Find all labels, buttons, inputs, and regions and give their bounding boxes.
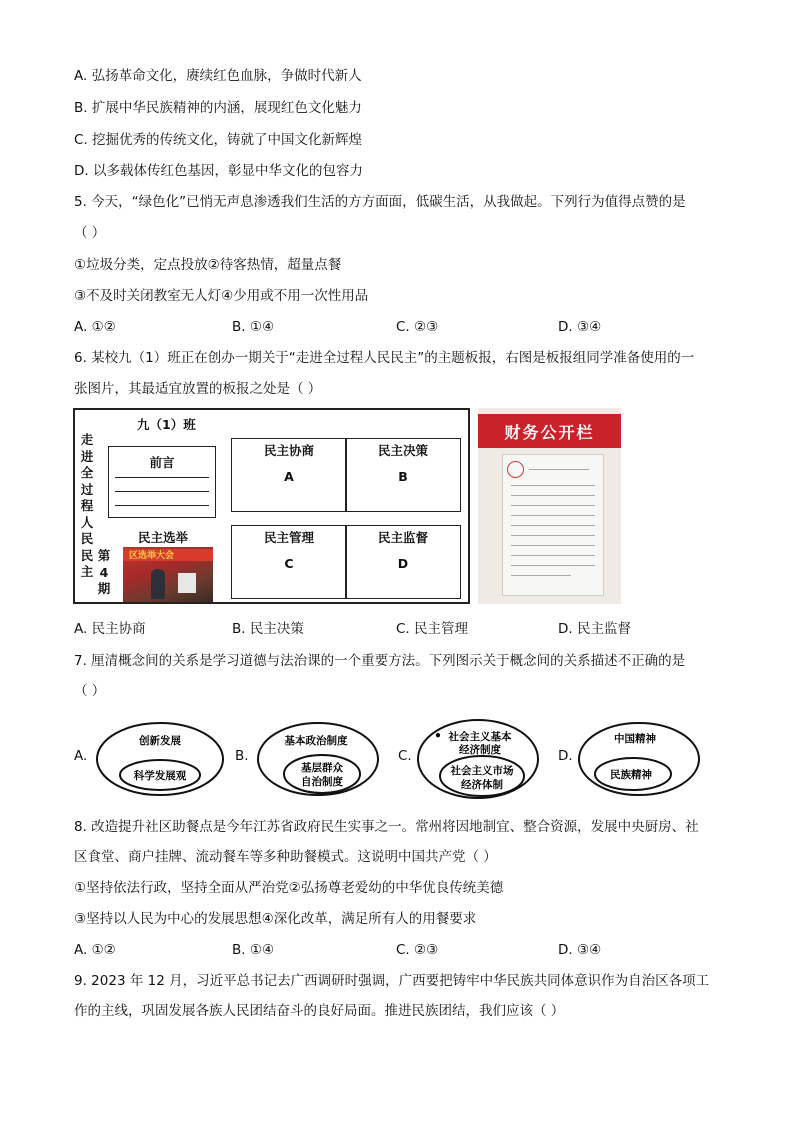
board-box-a — [231, 438, 347, 512]
q7-diagram-d — [573, 718, 708, 800]
preface-label: 前言 — [149, 455, 175, 470]
box-header: 民主监督 — [377, 530, 428, 545]
q6-options — [74, 619, 724, 639]
notice-board-photo — [478, 408, 621, 604]
q5-stem: 5. 今天，“绿色化”已悄无声息渗透我们生活的方方面面，低碳生活，从我做起。下列行为值得点赞的是 — [74, 194, 686, 210]
paper-line — [511, 515, 595, 516]
q5-option-d[interactable]: D. ③④ — [558, 319, 602, 335]
q4-option-b: B. 扩展中华民族精神的内涵，展现红色文化魅力 — [74, 100, 362, 116]
q4-option-d: D. 以多载体传红色基因，彰显中华文化的包容力 — [74, 163, 363, 179]
q7-diagram-b — [252, 718, 387, 800]
q8-option-d[interactable]: D. ③④ — [558, 942, 602, 958]
q5-blank: （ ） — [74, 225, 106, 241]
box-header: 民主管理 — [263, 530, 314, 545]
inner-text: 科学发展观 — [133, 770, 187, 782]
q6-stem: 6. 某校九（1）班正在创办一期关于“走进全过程人民民主”的主题板报，右图是板报组同学准备使用的一 — [74, 350, 695, 366]
q5-statements-2: ③不及时关闭教室无人灯④少用或不用一次性用品 — [74, 288, 369, 304]
box-header: 民主决策 — [377, 443, 428, 458]
q7-diagram-c — [412, 716, 552, 802]
notice-header — [478, 414, 621, 448]
photo-ballot-box — [178, 573, 196, 593]
q7-label-b[interactable]: B. — [235, 748, 249, 764]
outer-text-2: 经济制度 — [459, 744, 501, 756]
q5-option-b[interactable]: B. ①④ — [232, 319, 275, 335]
q7-label-d[interactable]: D. — [558, 748, 573, 764]
blackboard-diagram — [73, 408, 470, 604]
q7-diagram-a — [90, 718, 230, 800]
bullet-mark: • — [434, 729, 442, 743]
paper-line — [511, 555, 595, 556]
inner-text-1: 社会主义市场 — [450, 765, 514, 777]
q8-statements-2: ③坚持以人民为中心的发展思想④深化改革，满足所有人的用餐要求 — [74, 911, 477, 927]
q6-option-a[interactable]: A. 民主协商 — [74, 621, 146, 637]
election-label: 民主选举 — [138, 530, 189, 545]
photo-banner-text: 区选举大会 — [129, 551, 175, 561]
q7-label-a[interactable]: A. — [74, 748, 88, 764]
box-letter: B — [398, 469, 408, 484]
election-photo — [123, 547, 213, 602]
inner-text-2: 自治制度 — [301, 776, 343, 788]
board-box-b — [345, 438, 461, 512]
q8-option-c[interactable]: C. ②③ — [396, 942, 439, 958]
box-header: 民主协商 — [263, 443, 314, 458]
paper-line — [529, 469, 589, 470]
paper-line — [511, 565, 595, 566]
outer-text: 基本政治制度 — [284, 735, 348, 747]
q8-stem: 8. 改造提升社区助餐点是今年江苏省政府民生实事之一。常州将因地制宜、整合资源，发展中央厨房、社 — [74, 819, 699, 835]
q9-stem-2: 作的主线，巩固发展各族人民团结奋斗的良好局面。推进民族团结，我们应该（ ） — [74, 1003, 565, 1019]
q4-option-a: A. 弘扬革命文化，赓续红色血脉，争做时代新人 — [74, 68, 362, 84]
q8-statements-1: ①坚持依法行政，坚持全面从严治党②弘扬尊老爱幼的中华优良传统美德 — [74, 880, 504, 896]
outer-text-1: 社会主义基本 — [448, 731, 512, 743]
box-letter: D — [397, 556, 409, 571]
paper-line — [511, 525, 595, 526]
q6-stem-2: 张图片，其最适宜放置的板报之处是（ ） — [74, 381, 322, 397]
inner-text: 民族精神 — [610, 769, 652, 781]
photo-banner — [123, 549, 213, 561]
q4-option-c: C. 挖掘优秀的传统文化，铸就了中国文化新辉煌 — [74, 132, 363, 148]
paper-line — [511, 495, 595, 496]
inner-text-1: 基层群众 — [301, 762, 343, 774]
preface-box — [108, 446, 216, 518]
class-title: 九（1）班 — [137, 417, 196, 432]
seal-icon — [507, 461, 524, 478]
outer-text: 创新发展 — [139, 735, 181, 747]
inner-text-2: 经济体制 — [461, 779, 503, 791]
q5-option-c[interactable]: C. ②③ — [396, 319, 439, 335]
paper-line — [511, 485, 595, 486]
q6-option-d[interactable]: D. 民主监督 — [558, 621, 631, 637]
q8-stem-2: 区食堂、商户挂牌、流动餐车等多种助餐模式。这说明中国共产党（ ） — [74, 849, 497, 865]
preface-line — [115, 491, 209, 492]
box-letter: C — [284, 556, 294, 571]
q7-label-c[interactable]: C. — [398, 748, 412, 764]
preface-line — [115, 477, 209, 478]
notice-title: 财务公开栏 — [504, 423, 595, 442]
q9-stem: 9. 2023 年 12 月，习近平总书记去广西调研时强调，广西要把铸牢中华民族共同体意识作为自治区各项工 — [74, 973, 710, 989]
q8-option-b[interactable]: B. ①④ — [232, 942, 275, 958]
q8-options — [74, 940, 724, 960]
vertical-title: 走进全过程人民民主 — [80, 432, 94, 579]
board-box-c — [231, 525, 347, 599]
box-letter: A — [284, 469, 294, 484]
q8-option-a[interactable]: A. ①② — [74, 942, 116, 958]
photo-figure — [151, 569, 165, 599]
outer-text: 中国精神 — [614, 733, 656, 745]
paper-line — [511, 535, 595, 536]
q5-statements-1: ①垃圾分类，定点投放②待客热情，超量点餐 — [74, 257, 342, 273]
board-box-d — [345, 525, 461, 599]
q5-options — [74, 317, 724, 337]
paper-line — [511, 545, 595, 546]
paper-line — [511, 505, 595, 506]
q5-option-a[interactable]: A. ①② — [74, 319, 116, 335]
q7-blank: （ ） — [74, 683, 106, 699]
q6-option-b[interactable]: B. 民主决策 — [232, 621, 304, 637]
paper-line — [511, 575, 571, 576]
preface-line — [115, 505, 209, 506]
q6-option-c[interactable]: C. 民主管理 — [396, 621, 469, 637]
issue-number: 第4期 — [97, 548, 111, 596]
q7-stem: 7. 厘清概念间的关系是学习道德与法治课的一个重要方法。下列图示关于概念间的关系描述不正确的是 — [74, 653, 686, 669]
notice-paper — [502, 454, 604, 596]
